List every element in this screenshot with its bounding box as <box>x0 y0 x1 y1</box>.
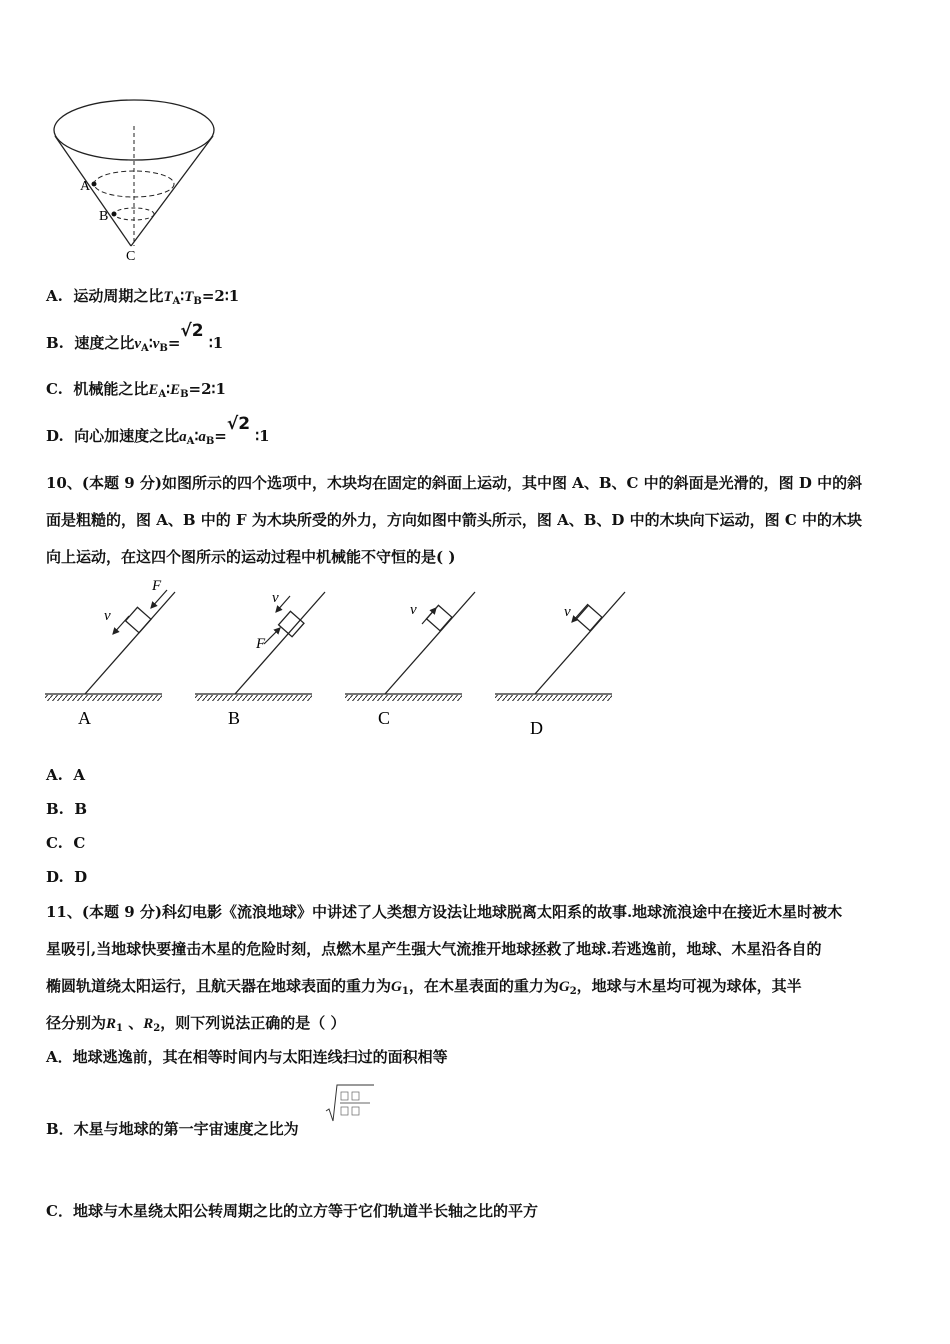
q11-stem-line2: 星吸引,当地球快要撞击木星的危险时刻，点燃木星产生强大气流推开地球拯救了地球.若逃逸前，地球、木星沿各自的 <box>46 940 822 958</box>
diagram-d-v-label: v <box>564 604 571 620</box>
sqrt2-formula: √2 <box>180 321 204 341</box>
q10-option-c: C. C <box>46 834 86 852</box>
q10-diagrams <box>40 578 640 740</box>
q11-option-b: B．木星与地球的第一宇宙速度之比为 <box>46 1120 299 1138</box>
q10-stem-line2: 面是粗糙的，图 A、B 中的 F 为木块所受的外力，方向如图中箭头所示，图 A、B、D 中的木块向下运动，图 C 中的木块 <box>46 511 863 529</box>
cone-figure <box>48 96 220 264</box>
q11-option-b-formula <box>324 1083 376 1123</box>
diagram-a-v-label: v <box>104 608 111 624</box>
diagram-d <box>495 592 625 738</box>
label-a: A <box>80 179 91 194</box>
q10-option-d: D. D <box>46 868 88 886</box>
diagram-b-f-label: F <box>256 636 266 652</box>
diagram-c-v-label: v <box>410 602 417 618</box>
sqrt2-formula: √2 <box>226 414 251 434</box>
q9-option-b: B. 速度之比$v_A∶v_B=√2$ ∶1 <box>46 321 224 354</box>
label-c: C <box>126 249 136 264</box>
q9-option-d: D. 向心加速度之比$a_A∶a_B=√2$ ∶1 <box>46 414 270 447</box>
diagram-d-caption: D <box>530 718 543 738</box>
diagram-c-caption: C <box>378 708 391 728</box>
q9-option-a: A. 运动周期之比$T_A∶T_B=2∶1$ <box>46 287 240 307</box>
label-b: B <box>99 209 109 224</box>
q11-option-c: C．地球与木星绕太阳公转周期之比的立方等于它们轨道半长轴之比的平方 <box>46 1202 538 1220</box>
q11-option-a: A．地球逃逸前，其在相等时间内与太阳连线扫过的面积相等 <box>46 1048 448 1066</box>
cone-left-edge <box>55 136 131 246</box>
point-a <box>92 182 97 187</box>
q11-stem-line3: 椭圆轨道绕太阳运行，且航天器在地球表面的重力为$G_1$，在木星表面的重力为$G_2$，地球与木星均可视为球体，其半 <box>46 977 802 997</box>
q11-stem-line1: 11、(本题 9 分)科幻电影《流浪地球》中讲述了人类想方设法让地球脱离太阳系的故事.地球流浪途中在接近木星时被木 <box>46 903 843 921</box>
q10-option-b: B. B <box>46 800 88 818</box>
diagram-b-v-label: v <box>272 590 279 606</box>
q9-option-c: C. 机械能之比$E_A∶E_B=2∶1$ <box>46 380 226 400</box>
q11-stem-line4: 径分别为$R_1$ 、$R_2$，则下列说法正确的是（ ） <box>46 1014 346 1034</box>
cone-right-edge <box>131 136 213 246</box>
q10-option-a: A. A <box>46 766 85 784</box>
point-b <box>112 212 117 217</box>
diagram-c <box>345 592 475 728</box>
q10-stem-line3: 向上运动，在这四个图所示的运动过程中机械能不守恒的是( ) <box>46 548 456 566</box>
diagram-b <box>195 590 325 728</box>
diagram-a-f-label: F <box>152 578 162 594</box>
diagram-b-caption: B <box>228 708 241 728</box>
diagram-a-caption: A <box>78 708 91 728</box>
q10-stem-line1: 10、(本题 9 分)如图所示的四个选项中，木块均在固定的斜面上运动，其中图 A、B、C 中的斜面是光滑的，图 D 中的斜 <box>46 474 863 492</box>
diagram-a <box>45 578 175 728</box>
